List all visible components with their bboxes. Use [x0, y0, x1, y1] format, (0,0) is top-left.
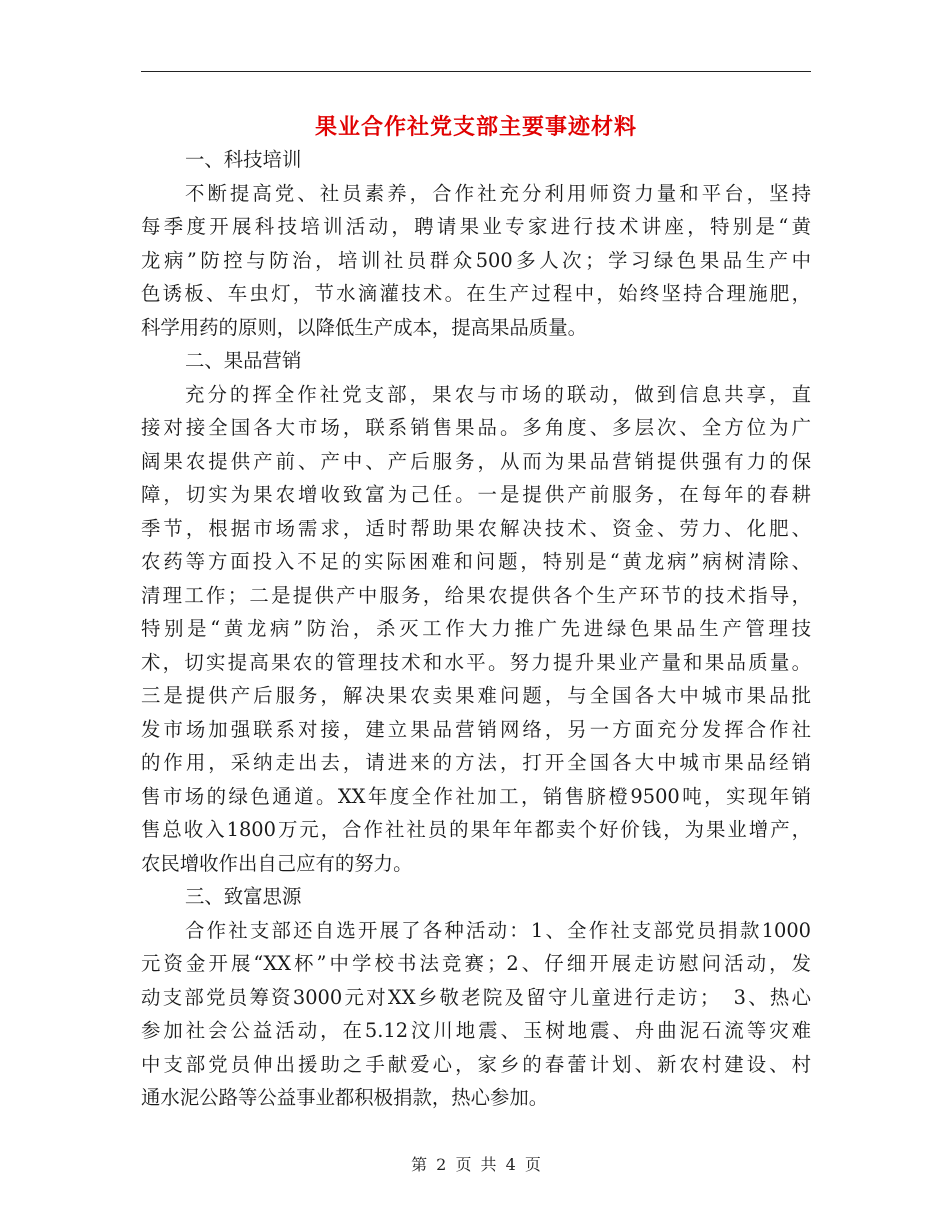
paragraph-line: 通水泥公路等公益事业都积极捐款，热心参加。: [141, 1086, 549, 1109]
paragraph-line: 中支部党员伸出援助之手献爱心，家乡的春蕾计划、新农村建设、村: [141, 1052, 811, 1076]
document-body: [141, 143, 811, 1115]
paragraph-line: 农药等方面投入不足的实际困难和问题，特别是“黄龙病”病树清除、: [141, 550, 811, 573]
header-rule: [141, 71, 811, 72]
paragraph-line: 每季度开展科技培训活动，聘请果业专家进行技术讲座，特别是“黄: [141, 215, 811, 238]
document-title: 果业合作社党支部主要事迹材料: [314, 114, 637, 140]
paragraph-line: 售市场的绿色通道。XX年度全作社加工，销售脐橙9500吨，实现年销: [141, 784, 811, 808]
page-number: 第 2 页 共 4 页: [411, 1155, 541, 1174]
paragraph-line: 不断提高党、社员素养，合作社充分利用师资力量和平台，坚持: [185, 181, 811, 205]
section-heading-fruit-marketing: 二、果品营销: [185, 349, 302, 372]
paragraph-line: 龙病”防控与防治，培训社员群众500多人次；学习绿色果品生产中: [141, 248, 811, 272]
paragraph-line: 术，切实提高果农的管理技术和水平。努力提升果业产量和果品质量。: [141, 650, 811, 674]
section-heading-tech-training: 一、科技培训: [185, 148, 302, 171]
paragraph-line: 农民增收作出自己应有的努力。: [141, 851, 413, 875]
paragraph-line: 发市场加强联系对接，建立果品营销网络，另一方面充分发挥合作社: [141, 717, 811, 741]
paragraph-line: 季节，根据市场需求，适时帮助果农解决技术、资金、劳力、化肥、: [141, 516, 811, 540]
paragraph-line: 元资金开展“XX杯”中学校书法竞赛；2、仔细开展走访慰问活动，发: [141, 952, 811, 975]
paragraph-line: 充分的挥全作社党支部，果农与市场的联动，做到信息共享，直: [185, 382, 811, 406]
paragraph-line: 阔果农提供产前、产中、产后服务，从而为果品营销提供强有力的保: [141, 449, 811, 473]
paragraph-line: 科学用药的原则，以降低生产成本，提高果品质量。: [141, 315, 587, 339]
paragraph-line: 参加社会公益活动，在5.12汶川地震、玉树地震、舟曲泥石流等灾难: [141, 1019, 811, 1042]
paragraph-line: 售总收入1800万元，合作社社员的果年年都卖个好价钱，为果业增产，: [141, 818, 811, 841]
paragraph-line: 的作用，采纳走出去，请进来的方法，打开全国各大中城市果品经销: [141, 751, 811, 774]
section-heading-give-back: 三、致富思源: [185, 885, 302, 908]
paragraph-line: 接对接全国各大市场，联系销售果品。多角度、多层次、全方位为广: [141, 416, 811, 439]
paragraph-line: 动支部党员筹资3000元对XX乡敬老院及留守儿童进行走访； 3、热心: [141, 985, 811, 1009]
paragraph-line: 障，切实为果农增收致富为己任。一是提供产前服务，在每年的春耕: [141, 483, 811, 506]
paragraph-line: 色诱板、车虫灯，节水滴灌技术。在生产过程中，始终坚持合理施肥，: [141, 282, 811, 305]
paragraph-line: 三是提供产后服务，解决果农卖果难问题，与全国各大中城市果品批: [141, 684, 811, 707]
paragraph-line: 清理工作；二是提供产中服务，给果农提供各个生产环节的技术指导，: [141, 583, 811, 607]
paragraph-line: 特别是“黄龙病”防治，杀灭工作大力推广先进绿色果品生产管理技: [141, 617, 811, 640]
paragraph-line: 合作社支部还自选开展了各种活动：1、全作社支部党员捐款1000: [185, 918, 811, 942]
